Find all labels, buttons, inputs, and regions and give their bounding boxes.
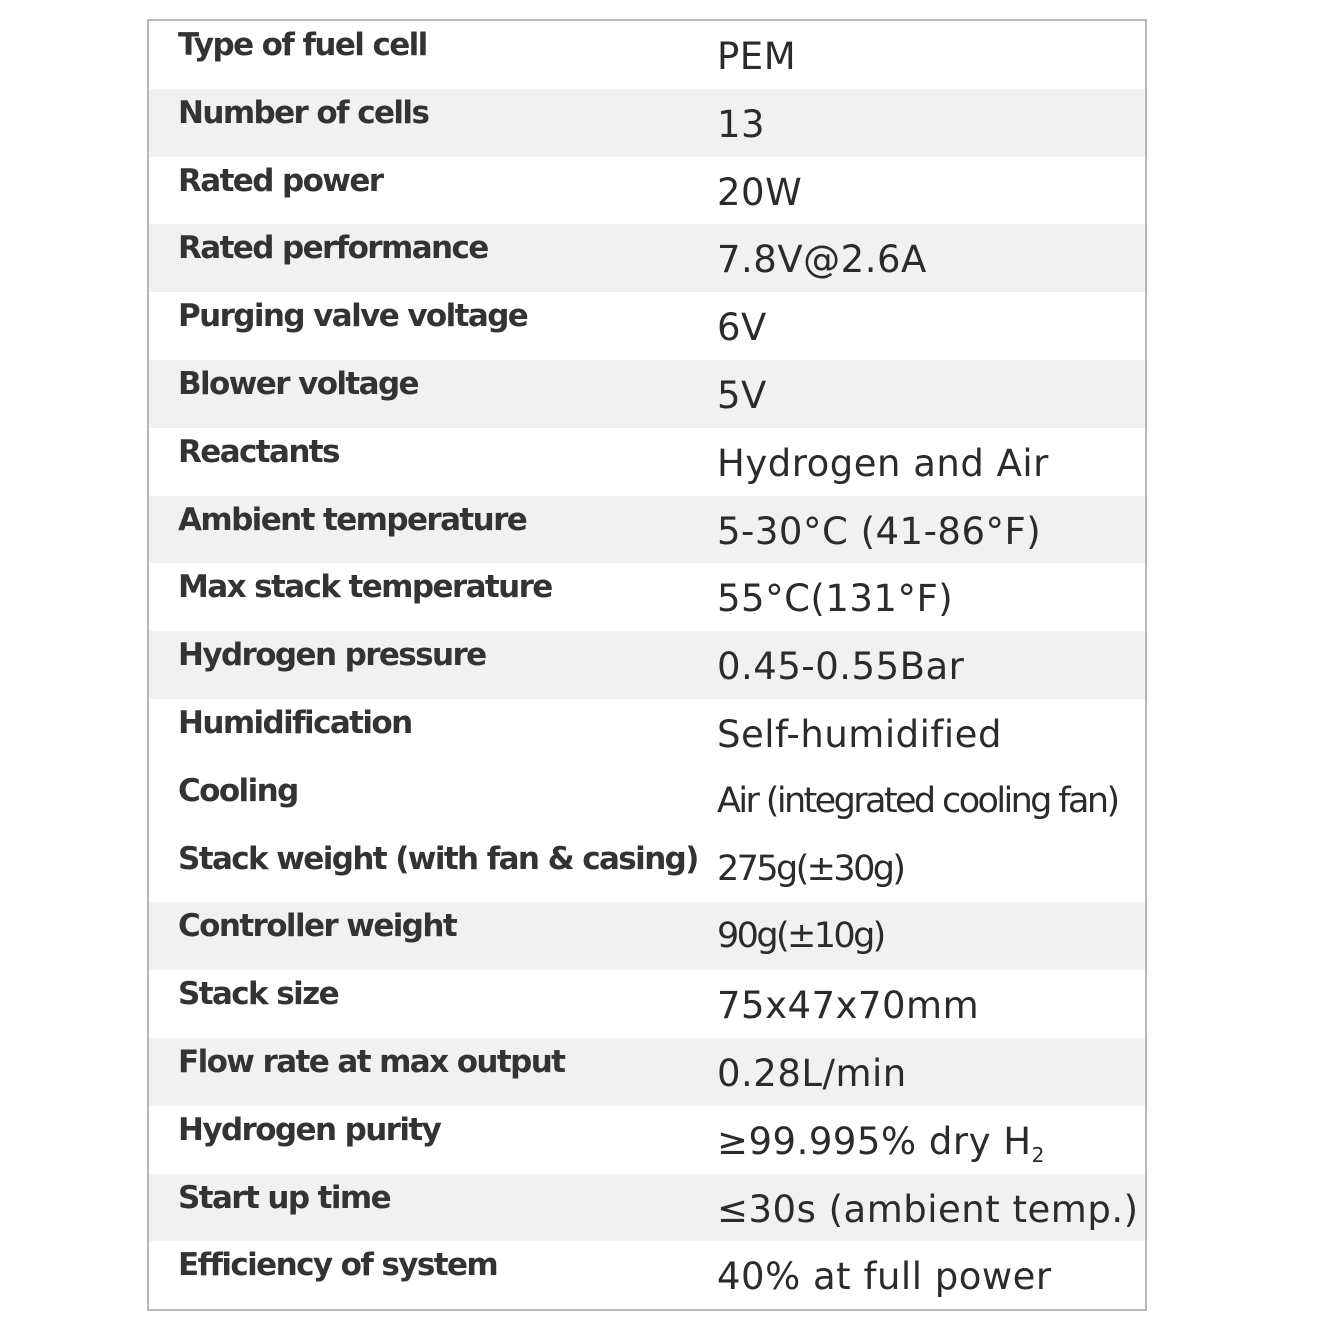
spec-value: PEM [717, 35, 797, 78]
spec-value: 0.45-0.55Bar [717, 645, 965, 689]
spec-row-reactants [149, 428, 1145, 496]
spec-row-humidification [149, 699, 1145, 767]
spec-value: 5V [717, 373, 767, 417]
spec-label: Type of fuel cell [178, 27, 427, 63]
spec-label: Purging valve voltage [178, 298, 528, 335]
spec-value: Hydrogen and Air [717, 441, 1049, 485]
spec-value: 40% at full power [717, 1255, 1052, 1299]
spec-value [689, 1106, 1145, 1174]
spec-value: 5-30°C (41-86°F) [717, 509, 1042, 553]
spec-row-max-stack-temperature [149, 563, 1145, 631]
spec-label: Blower voltage [178, 365, 418, 402]
spec-value: 20W [717, 170, 803, 214]
spec-value: 7.8V@2.6A [717, 238, 927, 282]
spec-label: Start up time [178, 1179, 390, 1216]
spec-value: 13 [717, 102, 766, 146]
spec-value-text: ≥99.995% dry H [717, 1119, 1032, 1163]
spec-row-hydrogen-pressure [149, 631, 1145, 699]
spec-row-controller-weight [149, 902, 1145, 970]
spec-label: Stack weight (with fan & casing) [178, 840, 698, 877]
spec-value-subscript: 2 [1031, 1142, 1045, 1167]
spec-label: Reactants [178, 433, 339, 470]
spec-label: Hydrogen pressure [178, 637, 486, 674]
spec-value: 75x47x70mm [717, 984, 980, 1028]
spec-row-cooling [149, 767, 1145, 835]
spec-row-purging-valve-voltage [149, 292, 1145, 360]
spec-row-blower-voltage [149, 360, 1145, 428]
spec-row-hydrogen-purity [149, 1106, 1145, 1174]
spec-value: Self-humidified [717, 712, 1002, 756]
spec-value: 6V [717, 306, 767, 350]
spec-label: Cooling [178, 772, 298, 809]
spec-row-stack-weight [149, 835, 1145, 903]
spec-row-rated-power [149, 157, 1145, 225]
spec-label: Rated performance [178, 230, 488, 267]
spec-label: Rated power [178, 162, 383, 199]
spec-row-fuel-cell-type [149, 21, 1145, 89]
spec-value: 55°C(131°F) [717, 577, 954, 621]
spec-row-efficiency [149, 1241, 1145, 1309]
spec-label: Max stack temperature [178, 569, 552, 606]
spec-value: 0.28L/min [717, 1051, 907, 1095]
spec-label: Flow rate at max output [178, 1043, 565, 1080]
spec-value: 90g(±10g) [717, 916, 884, 957]
spec-row-stack-size [149, 970, 1145, 1038]
spec-label: Number of cells [178, 94, 429, 131]
spec-label: Controller weight [178, 908, 457, 945]
spec-row-start-up-time [149, 1174, 1145, 1242]
spec-value: 275g(±30g) [717, 848, 904, 889]
spec-row-number-of-cells [149, 89, 1145, 157]
spec-row-flow-rate [149, 1038, 1145, 1106]
spec-label: Humidification [178, 704, 412, 741]
spec-table [147, 19, 1147, 1311]
spec-label: Ambient temperature [178, 501, 527, 538]
spec-row-rated-performance [149, 224, 1145, 292]
spec-value: ≤30s (ambient temp.) [717, 1187, 1139, 1231]
spec-label: Stack size [178, 976, 338, 1013]
spec-label: Efficiency of system [178, 1247, 498, 1284]
spec-label: Hydrogen purity [178, 1111, 441, 1148]
spec-value: Air (integrated cooling fan) [717, 780, 1118, 821]
spec-row-ambient-temperature [149, 496, 1145, 564]
